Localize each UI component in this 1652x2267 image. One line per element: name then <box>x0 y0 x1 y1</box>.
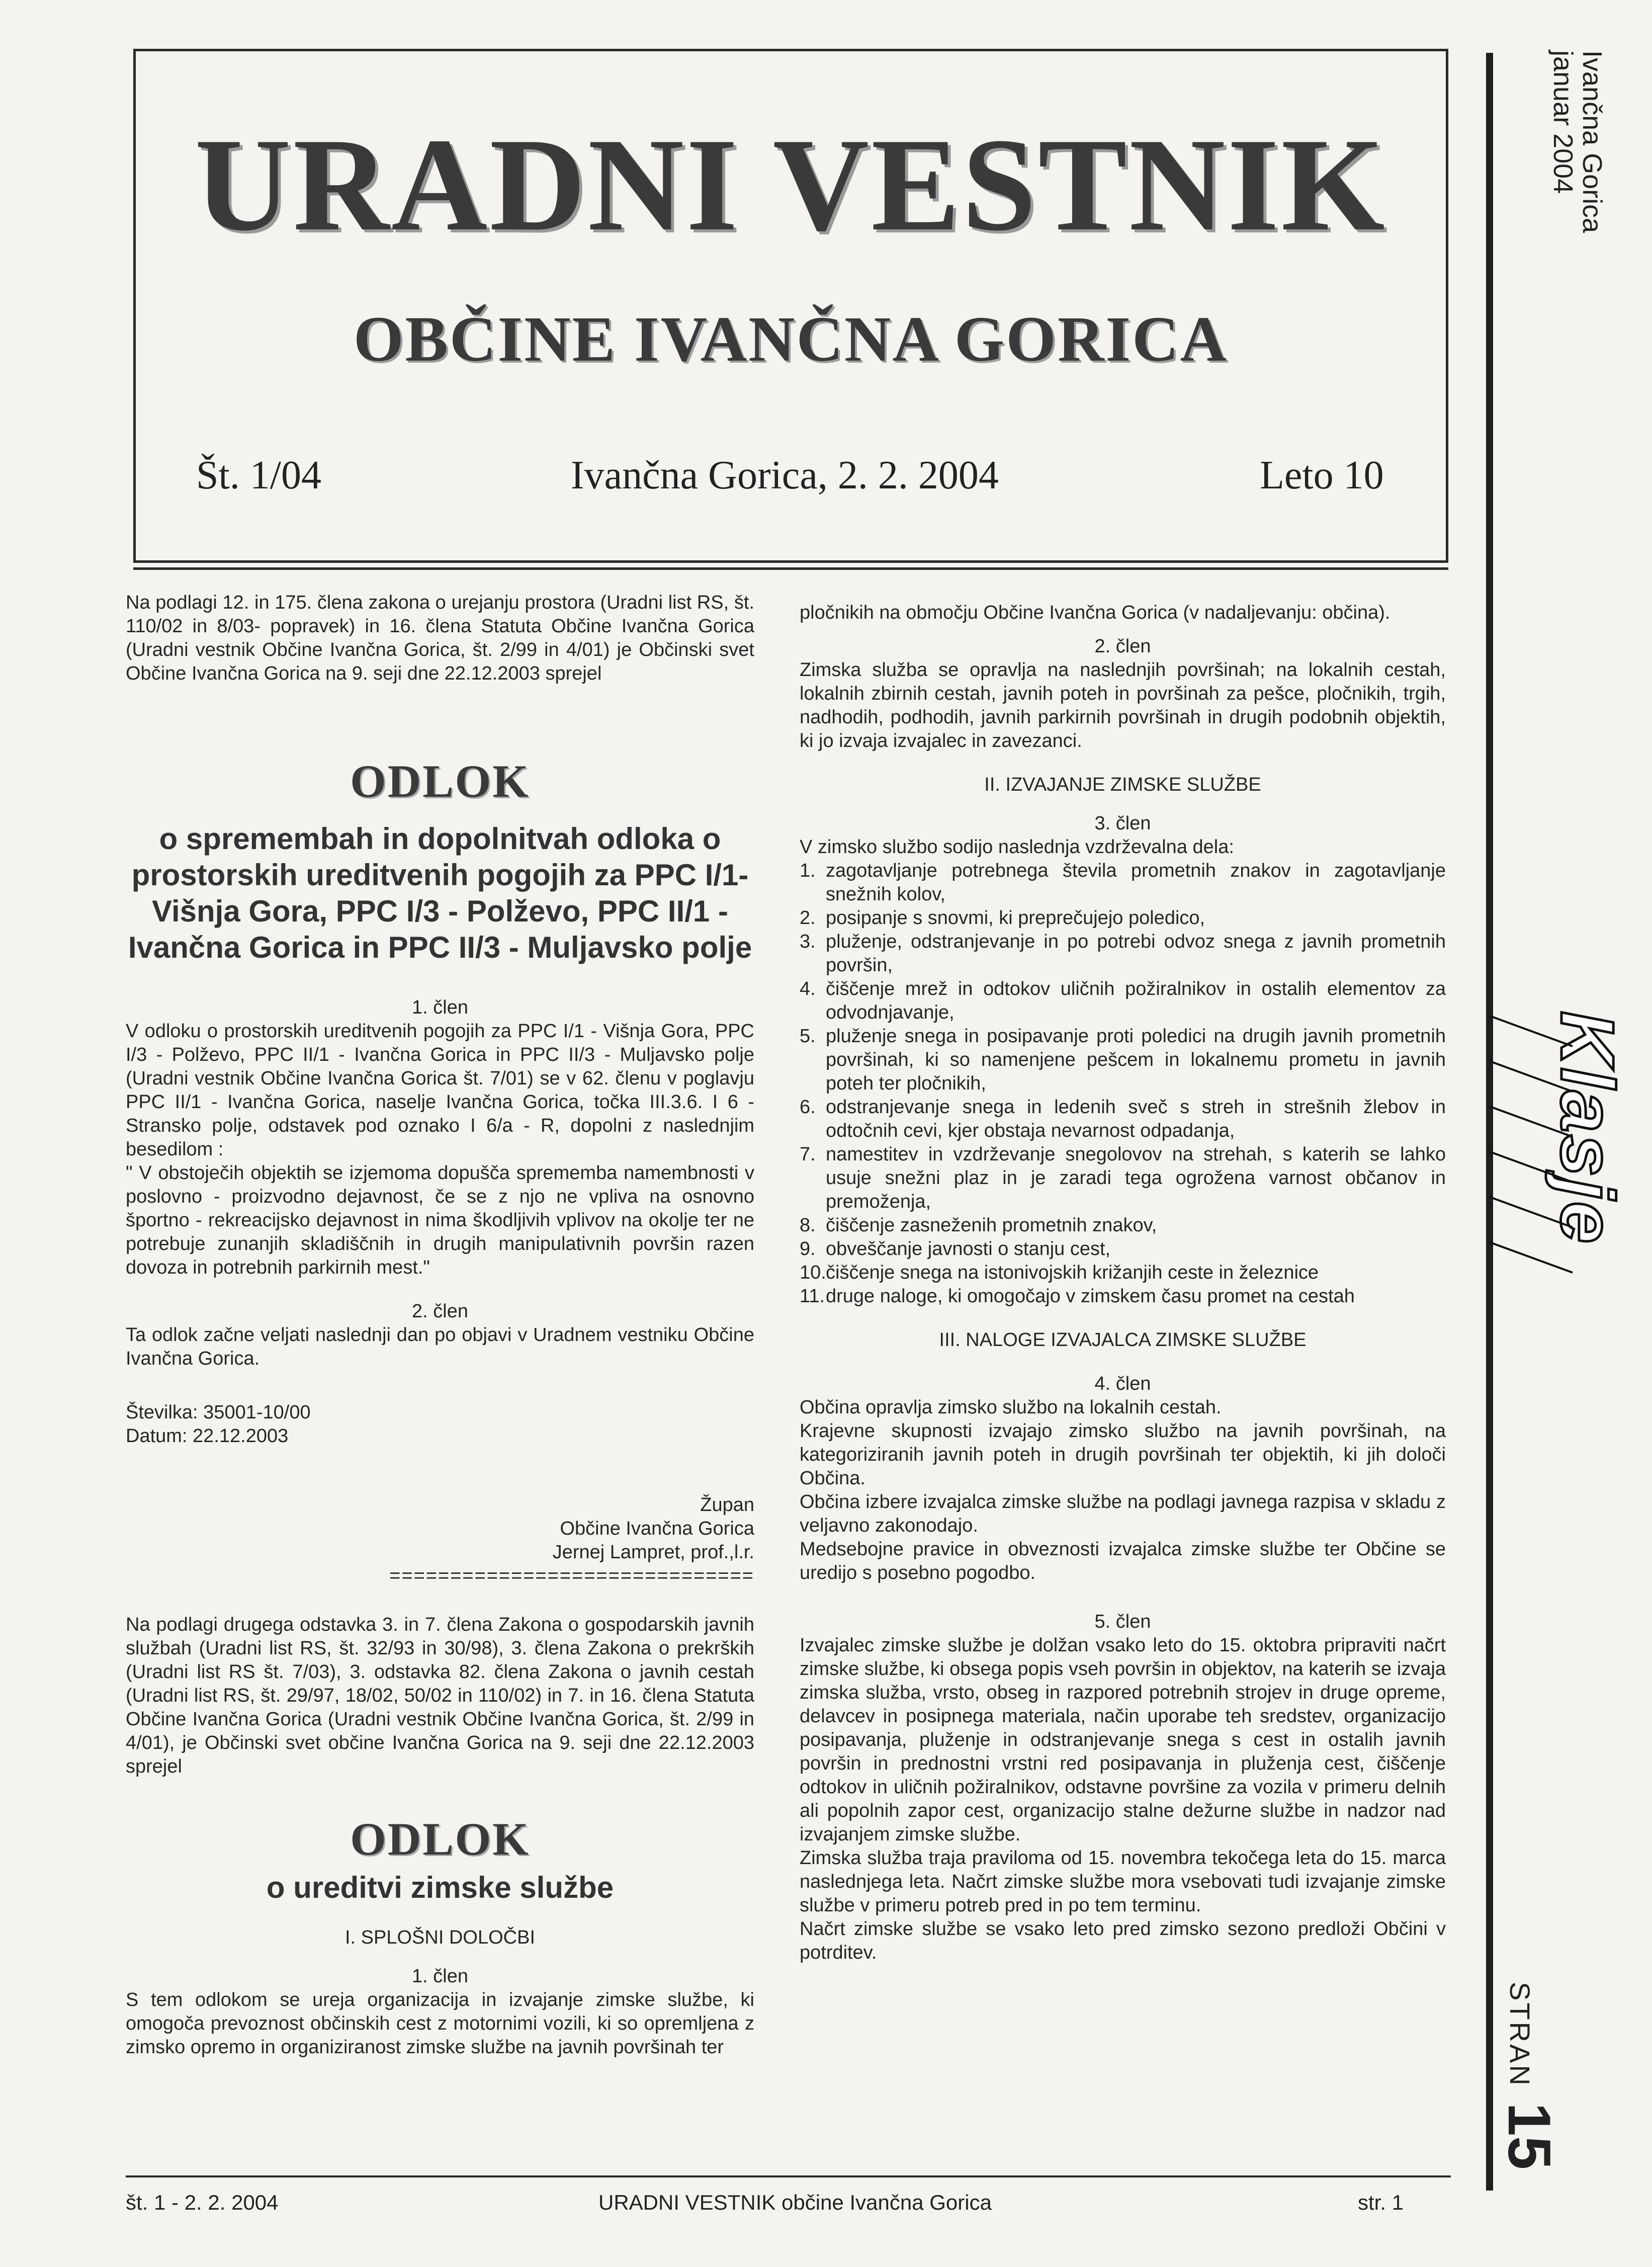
left-column <box>126 591 754 2059</box>
r-clen5-heading: 5. člen <box>1094 1611 1151 1632</box>
r-clen5-p1: Izvajalec zimske službe je dolžan vsako leto do 15. oktobra pripraviti načrt zimske službe, ki obsega popis vseh površin in objektov, na katerih se izvaja zimska služba, vrsto, obseg in razpored potrebnih strojev in druge opreme, delavcev in posipnega materiala, način uporabe teh sredstev, organizacijo posipavanja, pluženje in odstranjevanje snega s cest in ostalih javnih površin in prednostni vrstni red posipavanja in pluženja cest, čiščenje odtokov in uličnih požiralnikov, odstavne površine za vozila v primeru delnih ali popolnih zapor cest, organizacijo stalne dežurne službe in nadzor nad izvajanjem zimske službe. <box>800 1635 1446 1845</box>
issue-year: Leto 10 <box>1260 453 1384 497</box>
r-clen3-intro: V zimsko službo sodijo naslednja vzdrževalna dela: <box>800 836 1234 858</box>
clen1-text: V odloku o prostorskih ureditvenih pogojih za PPC I/1 - Višnja Gora, PPC I/3 - Polževo, PPC II/1 - Ivančna Gorica in PPC II/3 - Muljavsko polje (Uradni vestnik Občine Ivančna Gorica št. 7/01) se v 62. členu v poglavju PPC II/1 - Ivančna Gorica, naselje Ivančna Gorica, točka III.3.6. I 6 - Stransko polje, odstavek pod oznako I 6/a - R, dopolni z naslednjim besedilom : <box>126 1021 754 1160</box>
masthead-title: URADNI VESTNIK <box>195 111 1387 259</box>
list-item <box>800 1214 1446 1237</box>
signature-title: Župan <box>700 1494 754 1516</box>
list-item <box>800 1261 1446 1285</box>
list-item-number: 8. <box>800 1215 816 1236</box>
footer-issue: št. 1 - 2. 2. 2004 <box>126 2191 279 2214</box>
odlok2-subtitle: o ureditvi zimske službe <box>266 1871 614 1905</box>
list-item-number: 5. <box>800 1026 816 1047</box>
list-item-number: 6. <box>800 1097 816 1118</box>
side-header-place: Ivančna Gorica <box>1577 50 1607 233</box>
section1-heading: I. SPLOŠNI DOLOČBI <box>345 1927 535 1949</box>
list-item-text: zagotavljanje potrebnega števila prometnih znakov in zagotavljanje snežnih kolov, <box>826 860 1446 905</box>
list-item-text: posipanje s snovmi, ki preprečujejo poledico, <box>826 907 1205 929</box>
list-item-text: čiščenje mrež in odtokov uličnih požiralnikov in ostalih elementov za odvodnjavanje, <box>826 978 1446 1023</box>
list-item-text: čiščenje zasneženih prometnih znakov, <box>826 1215 1157 1236</box>
list-item-number: 9. <box>800 1238 816 1260</box>
side-header-month: januar 2004 <box>1548 50 1578 194</box>
issue-number: Št. 1/04 <box>196 453 321 497</box>
right-continuation: pločnikih na območju Občine Ivančna Gorica (v nadaljevanju: občina). <box>800 602 1390 623</box>
list-item <box>800 906 1446 930</box>
list-item-number: 10. <box>800 1262 826 1283</box>
list-item-number: 2. <box>800 907 816 929</box>
list-item <box>800 1096 1446 1143</box>
clen1-heading: 1. člen <box>412 997 468 1019</box>
r-clen4-p2: Krajevne skupnosti izvajajo zimsko službo na javnih površinah, na kategoriziranih javnih poteh in drugih površinah ter objektih, ki jih določi Občina. <box>800 1420 1446 1489</box>
zimska-clen1-text: S tem odlokom se ureja organizacija in izvajanje zimske službe, ki omogoča prevoznost občinskih cest z motornimi vozili, ki so opremljena z zimsko opremo in organiziranost zimske službe na javnih površinah ter <box>126 1989 754 2058</box>
stevilka: Številka: 35001-10/00 <box>126 1402 311 1423</box>
r-clen5-p3: Načrt zimske službe se vsako leto pred zimsko sezono predloži Občini v potrditev. <box>800 1918 1446 1963</box>
list-item-text: čiščenje snega na istonivojskih križanjih ceste in železnice <box>826 1262 1319 1283</box>
r-clen5-p2: Zimska služba traja praviloma od 15. novembra tekočega leta do 15. marca naslednjega leta. Načrt zimske službe mora vsebovati tudi izvajanje zimske službe v primeru potreb pred in po tem terminu. <box>800 1848 1446 1916</box>
section2-heading: II. IZVAJANJE ZIMSKE SLUŽBE <box>984 774 1261 795</box>
side-header <box>1548 50 1607 233</box>
odlok2-title: ODLOK <box>350 1813 530 1865</box>
odlok1-title: ODLOK <box>350 755 530 807</box>
list-item <box>800 859 1446 906</box>
signature-office: Občine Ivančna Gorica <box>560 1518 754 1540</box>
separator-line: ============================== <box>389 1565 754 1587</box>
list-item-number: 1. <box>800 860 816 881</box>
r-clen4-heading: 4. člen <box>1094 1373 1151 1394</box>
clen2-heading: 2. člen <box>412 1301 468 1322</box>
list-item-text: obveščanje javnosti o stanju cest, <box>826 1238 1111 1260</box>
list-item-text: namestitev in vzdrževanje snegolovov na strehah, s katerih se lahko usuje snežni plaz in je zaradi tega ogrožena varnost občanov in premoženja, <box>826 1144 1446 1212</box>
klasje-logo <box>1486 1001 1630 1283</box>
section3-heading: III. NALOGE IZVAJALCA ZIMSKE SLUŽBE <box>939 1329 1307 1351</box>
list-item-text: druge naloge, ki omogočajo v zimskem času promet na cestah <box>826 1286 1355 1307</box>
r-clen4-p3: Občina izbere izvajalca zimske službe na podlagi javnega razpisa v skladu z veljavno zakonodajo. <box>800 1491 1446 1536</box>
masthead-subtitle: OBČINE IVANČNA GORICA <box>353 303 1229 375</box>
footer-page: str. 1 <box>1358 2191 1404 2214</box>
r-clen4-p1: Občina opravlja zimsko službo na lokalnih cestah. <box>800 1397 1222 1418</box>
list-item <box>800 1025 1446 1096</box>
list-item <box>800 977 1446 1025</box>
issue-place-date: Ivančna Gorica, 2. 2. 2004 <box>571 453 999 497</box>
r-clen2-heading: 2. člen <box>1094 636 1151 657</box>
masthead-rule <box>133 567 1448 570</box>
odlok1-subtitle: o spremembah in dopolnitvah odloka o prostorskih ureditvenih pogojih za PPC I/1- Višnja Gora, PPC I/3 - Polževo, PPC II/1 - Ivančna Gorica in PPC II/3 - Muljavsko polje <box>128 822 752 965</box>
zimska-clen1-heading: 1. člen <box>412 1966 468 1987</box>
datum: Datum: 22.12.2003 <box>126 1425 289 1447</box>
intro-paragraph: Na podlagi 12. in 175. člena zakona o urejanju prostora (Uradni list RS, št. 110/02 in 8/03- popravek) in 16. člena Statuta Občine Ivančna Gorica (Uradni vestnik Občine Ivančna Gorica, št. 2/99 in 4/01) je Občinski svet Občine Ivančna Gorica na 9. seji dne 22.12.2003 sprejel <box>126 592 754 684</box>
r-clen4-p4: Medsebojne pravice in obveznosti izvajalca zimske službe ter Občine se uredijo s posebno pogodbo. <box>800 1539 1446 1583</box>
right-column <box>800 601 1446 1965</box>
page-number: 15 <box>1496 2103 1563 2170</box>
clen2-text: Ta odlok začne veljati naslednji dan po objavi v Uradnem vestniku Občine Ivančna Gorica. <box>126 1324 754 1370</box>
list-item <box>800 1237 1446 1261</box>
list-item <box>800 1143 1446 1214</box>
list-item-number: 7. <box>800 1144 816 1165</box>
list-item-number: 3. <box>800 931 816 952</box>
list-item-number: 11. <box>800 1286 825 1307</box>
page-label: STRAN <box>1504 1982 1536 2087</box>
intro2-paragraph: Na podlagi drugega odstavka 3. in 7. člena Zakona o gospodarskih javnih službah (Uradni list RS, št. 32/93 in 30/98), 3. člena Zakona o prekrških (Uradni list RS št. 7/03), 3. odstavka 82. člena Zakona o javnih cestah (Uradni list RS, št. 29/97, 18/02, 50/02 in 110/02) in 7. in 16. člena Statuta Občine Ivančna Gorica (Uradni vestnik Občine Ivančna Gorica, št. 2/99 in 4/01), je Občinski svet občine Ivančna Gorica na 9. seji dne 22.12.2003 sprejel <box>126 1614 754 1778</box>
footer-publication: URADNI VESTNIK občine Ivančna Gorica <box>598 2191 992 2214</box>
clen1-quote: " V obstoječih objektih se izjemoma dopušča sprememba namembnosti v poslovno - proizvodno dejavnost, če se z njo ne vpliva na osnovno športno - rekreacijsko dejavnost in nima škodljivih vplivov na okolje ter ne potrebuje zunanjih skladiščnih in drugih manipulativnih površin razen dovoza in potrebnih parkirnih mest." <box>126 1162 754 1279</box>
clen3-list <box>800 859 1446 1308</box>
list-item-number: 4. <box>800 978 816 999</box>
list-item-text: pluženje, odstranjevanje in po potrebi odvoz snega z javnih prometnih površin, <box>826 931 1446 976</box>
r-clen3-heading: 3. člen <box>1094 813 1151 834</box>
footer-rule <box>126 2175 1451 2177</box>
list-item <box>800 930 1446 977</box>
r-clen2-text: Zimska služba se opravlja na naslednjih površinah; na lokalnih cestah, lokalnih zbirnih cestah, javnih poteh in površinah za pešce, pločnikih, trgih, nadhodih, podhodih, javnih parkirnih površinah in drugih podobnih objektih, ki jo izvaja izvajalec in zavezanci. <box>800 659 1446 751</box>
list-item-text: pluženje snega in posipavanje proti poledici na drugih javnih prometnih površinah, ki so namenjene pešcem in lokalnemu prometu in javnih poteh ter pločnikih, <box>826 1026 1446 1094</box>
signature-name: Jernej Lampret, prof.,l.r. <box>552 1542 754 1563</box>
list-item <box>800 1285 1446 1308</box>
list-item-text: odstranjevanje snega in ledenih sveč s streh in strešnih žlebov in odtočnih cevi, kjer obstaja nevarnost odpadanja, <box>826 1097 1446 1141</box>
klasje-logo-text: Klasje <box>1545 1011 1630 1245</box>
